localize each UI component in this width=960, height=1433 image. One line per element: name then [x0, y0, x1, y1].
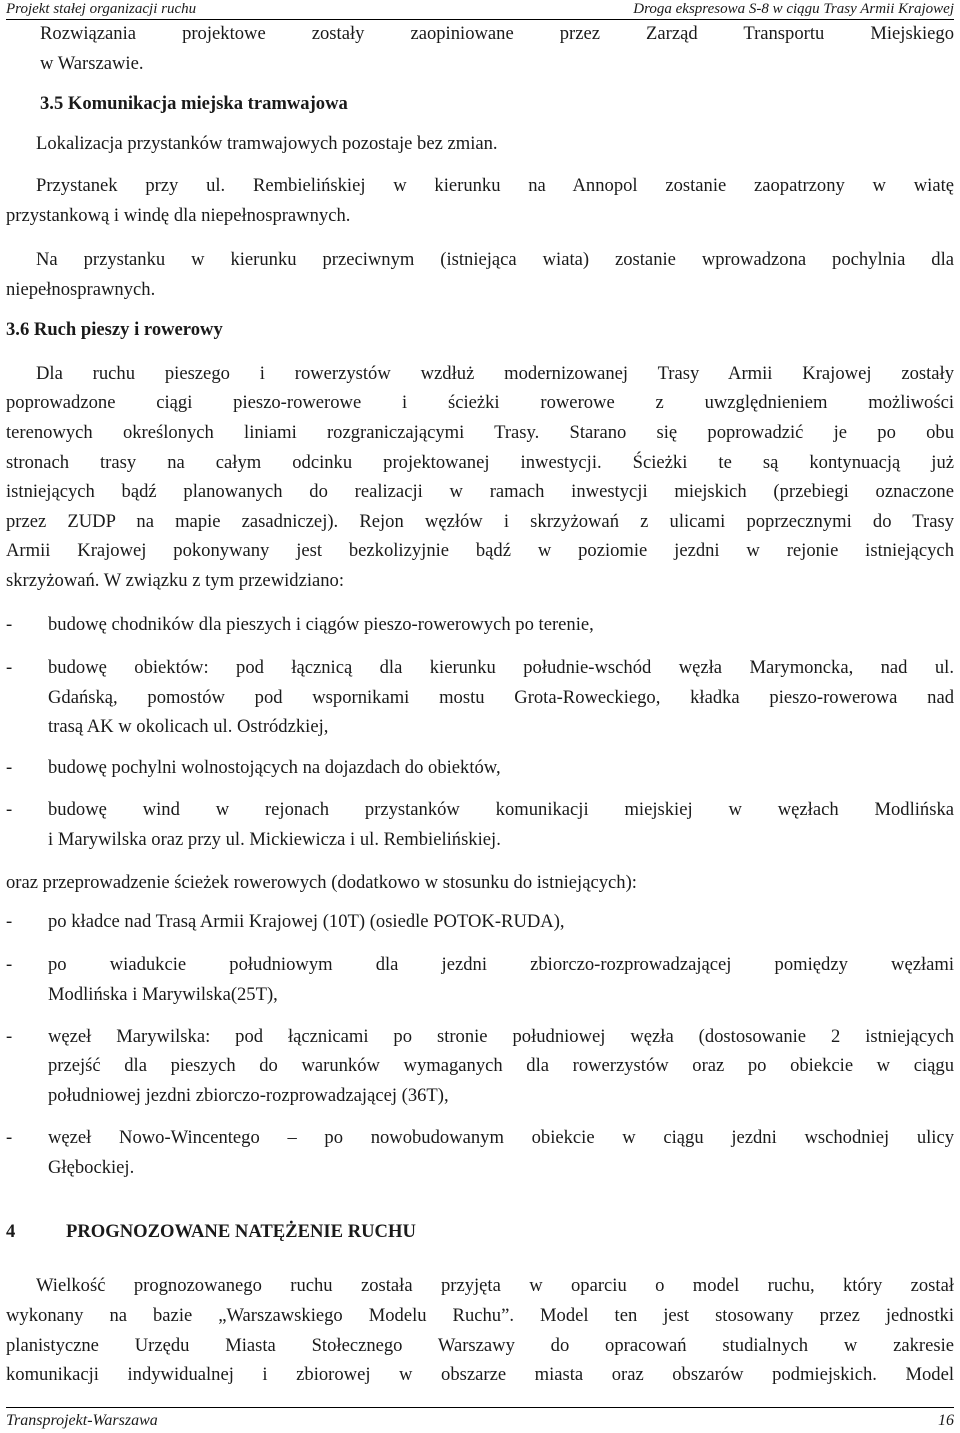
list-item: Modlińska i Marywilska(25T), — [48, 984, 278, 1005]
bullet-dash: - — [6, 911, 13, 932]
section-heading-3-6: 3.6 Ruch pieszy i rowerowy — [6, 319, 223, 340]
list-item: i Marywilska oraz przy ul. Mickiewicza i ul. Rembielińskiej. — [48, 829, 501, 850]
page-header — [6, 0, 954, 20]
list-item: budowę chodników dla pieszych i ciągów pieszo-rowerowych po terenie, — [48, 614, 594, 635]
paragraph-line: Na przystanku w kierunku przeciwnym (istniejąca wiata) zostanie wprowadzona pochylnia dla — [36, 249, 954, 270]
paragraph-line: Wielkość prognozowanego ruchu została przyjęta w oparciu o model ruchu, który został — [36, 1275, 954, 1296]
paragraph-line: Lokalizacja przystanków tramwajowych pozostaje bez zmian. — [36, 133, 498, 154]
list-item: trasą AK w okolicach ul. Ostródzkiej, — [48, 716, 329, 737]
section-heading-3-5: 3.5 Komunikacja miejska tramwajowa — [40, 93, 348, 114]
paragraph-line: terenowych określonych liniami rozgraniczającymi Trasy. Starano się poprowadzić je po obu — [6, 422, 954, 443]
paragraph-line: przystankową i windę dla niepełnosprawnych. — [6, 205, 351, 226]
list-item: Gdańską, pomostów pod wspornikami mostu Grota-Roweckiego, kładka pieszo-rowerowa nad — [48, 687, 954, 708]
list-item: budowę pochylni wolnostojących na dojazdach do obiektów, — [48, 757, 501, 778]
list-item: południowej jezdni zbiorczo-rozprowadzającej (36T), — [48, 1085, 449, 1106]
paragraph-line: planistyczne Urzędu Miasta Stołecznego Warszawy do opracowań studialnych w zakresie — [6, 1335, 954, 1356]
page-footer — [6, 1407, 954, 1433]
bullet-dash: - — [6, 954, 13, 975]
list-item: węzeł Nowo-Wincentego – po nowobudowanym obiekcie w ciągu jezdni wschodniej ulicy — [48, 1127, 954, 1148]
paragraph-line: wykonany na bazie „Warszawskiego Modelu Ruchu”. Model ten jest stosowany przez jednostki — [6, 1305, 954, 1326]
header-road-title: Droga ekspresowa S-8 w ciągu Trasy Armii Krajowej — [633, 1, 954, 17]
paragraph-line: Przystanek przy ul. Rembielińskiej w kierunku na Annopol zostanie zaopatrzony w wiatę — [36, 175, 954, 196]
paragraph-line: istniejących bądź planowanych do realizacji w ramach inwestycji miejskich (przebiegi oznaczone — [6, 481, 954, 502]
list-item: Głębockiej. — [48, 1157, 135, 1178]
list-item: budowę wind w rejonach przystanków komunikacji miejskiej w węzłach Modlińska — [48, 799, 954, 820]
paragraph-line: Dla ruchu pieszego i rowerzystów wzdłuż modernizowanej Trasy Armii Krajowej zostały — [36, 363, 954, 384]
bullet-dash: - — [6, 1127, 13, 1148]
bullet-dash: - — [6, 1026, 13, 1047]
section-number-4: 4 — [6, 1221, 16, 1242]
bullet-dash: - — [6, 614, 13, 635]
paragraph-line: stronach trasy na całym odcinku projektowanej inwestycji. Ścieżki te są kontynuacją już — [6, 452, 954, 473]
paragraph-line: w Warszawie. — [40, 53, 144, 74]
list-item: przejść dla pieszych do warunków wymaganych dla rowerzystów oraz po obiekcie w ciągu — [48, 1055, 954, 1076]
paragraph-line: oraz przeprowadzenie ścieżek rowerowych (dodatkowo w stosunku do istniejących): — [6, 872, 637, 893]
paragraph-line: Rozwiązania projektowe zostały zaopiniowane przez Zarząd Transportu Miejskiego — [40, 23, 954, 44]
header-project-title: Projekt stałej organizacji ruchu — [6, 1, 197, 17]
list-item: po kładce nad Trasą Armii Krajowej (10T) (osiedle POTOK-RUDA), — [48, 911, 565, 932]
bullet-dash: - — [6, 799, 13, 820]
paragraph-line: skrzyżowań. W związku z tym przewidziano: — [6, 570, 345, 591]
paragraph-line: poprowadzone ciągi pieszo-rowerowe i ścieżki rowerowe z uwzględnieniem możliwości — [6, 392, 954, 413]
footer-company: Transprojekt-Warszawa — [6, 1412, 158, 1429]
bullet-dash: - — [6, 757, 13, 778]
list-item: węzeł Marywilska: pod łącznicami po stronie południowej węzła (dostosowanie 2 istniejących — [48, 1026, 954, 1047]
list-item: po wiadukcie południowym dla jezdni zbiorczo-rozprowadzającej pomiędzy węzłami — [48, 954, 954, 975]
paragraph-line: Armii Krajowej pokonywany jest bezkolizyjnie bądź w poziomie jezdni w rejonie istniejących — [6, 540, 954, 561]
paragraph-line: niepełnosprawnych. — [6, 279, 156, 300]
section-heading-4: PROGNOZOWANE NATĘŻENIE RUCHU — [66, 1221, 416, 1242]
paragraph-line: przez ZUDP na mapie zasadniczej). Rejon węzłów i skrzyżowań z ulicami poprzecznymi do Trasy — [6, 511, 954, 532]
list-item: budowę obiektów: pod łącznicą dla kierunku południe-wschód węzła Marymoncka, nad ul. — [48, 657, 954, 678]
paragraph-line: komunikacji indywidualnej i zbiorowej w obszarze miasta oraz obszarów podmiejskich. Model — [6, 1364, 954, 1385]
bullet-dash: - — [6, 657, 13, 678]
page-number: 16 — [938, 1412, 954, 1429]
